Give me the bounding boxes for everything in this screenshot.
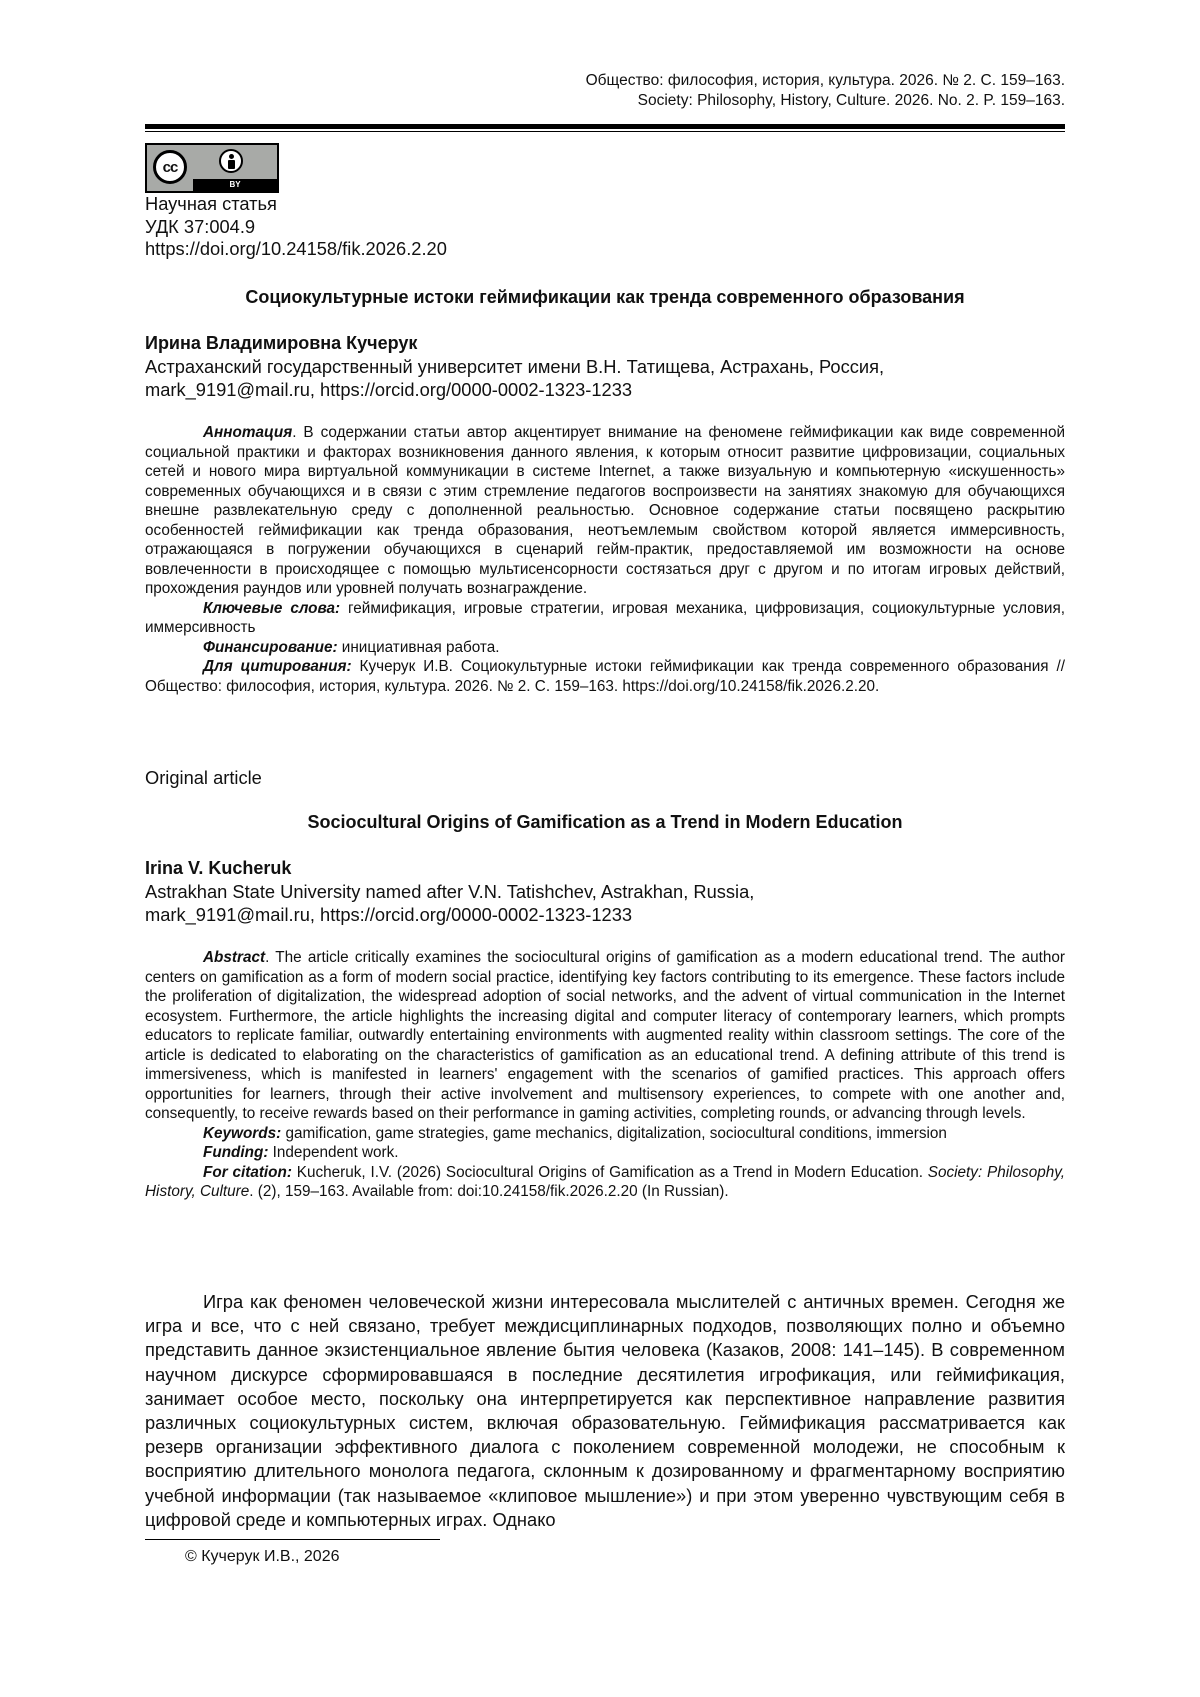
citation-en (145, 1163, 1065, 1202)
journal-header-ru: Общество: философия, история, культура. 2026. № 2. С. 159–163. (585, 72, 1065, 89)
funding-label-ru: Финансирование: (203, 638, 338, 656)
abstract-label-ru: Аннотация (203, 424, 293, 441)
affiliation-ru-block (145, 356, 884, 401)
keywords-ru (145, 599, 1065, 638)
keywords-label-ru: Ключевые слова: (203, 599, 341, 617)
abstract-en (145, 948, 1065, 1124)
doi-link[interactable]: https://doi.org/10.24158/fik.2026.2.20 (145, 238, 447, 259)
funding-ru (145, 638, 1065, 658)
abstract-label-en: Abstract (203, 949, 266, 966)
body-paragraph: Игра как феномен человеческой жизни интересовала мыслителей с античных времен. Сегодня же игра и все, что с ней связано, требует междисциплинарных подходов, позволяющих полно и объемно представить данное экзистенциальное явление бытия человека (Казаков, 2008: 141–145). В современном научном дискурсе сформировавшаяся в последние десятилетия игрофикация, или геймификация, занимает особое место, поскольку она интерпретируется как перспективное направление развития различных социокультурных систем, включая образовательную. Геймификация рассматривается как резерв организации эффективного диалога с поколением современной молодежи, не способным к восприятию длительного монолога педагога, склонным к дозированному и фрагментарному восприятию учебной информации (так называемое «клиповое мышление») и при этом уверенно чувствующим себя в цифровой среде и компьютерных играх. Однако (145, 1291, 1065, 1530)
funding-text-ru: инициативная работа. (337, 638, 500, 656)
keywords-text-ru: геймификация, игровые стратегии, игровая механика, цифровизация, социокультурные условия, иммерсивность (145, 599, 1065, 636)
article-meta-ru (145, 193, 447, 261)
funding-text-en: Independent work. (268, 1144, 399, 1161)
author-en: Irina V. Kucheruk (145, 858, 292, 878)
affiliation-ru: Астраханский государственный университет имени В.Н. Татищева, Астрахань, Россия, (145, 356, 885, 377)
footnote-copyright: © Кучерук И.В., 2026 (185, 1548, 340, 1565)
citation-text-en-a: Kucheruk, I.V. (2026) Sociocultural Origins of Gamification as a Trend in Modern Education. (291, 1163, 928, 1181)
creative-commons-by-icon (145, 143, 279, 193)
abstract-text-ru: . В содержании статьи автор акцентирует внимание на феномене геймификации как виде современной социальной практики и факторах возникновения данного явления, к которым относит развитие цифровизации, социальных сетей и нового мира виртуальной коммуникации в системе Internet, а также визуальную и компьютерную «искушенность» современных обучающихся и в связи с этим стремление педагогов воспроизвести на занятиях знакомую для обучающихся внешне развлекательную среду с дополненной реальностью. Основное содержание статьи посвящено раскрытию особенностей геймификации как тренда образования, неотъемлемым свойством которой является иммерсивность, отражающаяся в погружении обучающихся в сценарий гейм-практик, предоставляемой им возможности на основе вовлеченности в происходящее с помощью мультисенсорности состязаться друг с другом и по итогам игровых действий, прохождения раундов или уровней получать вознаграждение. (145, 424, 1065, 597)
article-type-en: Original article (145, 767, 262, 788)
journal-header-en: Society: Philosophy, History, Culture. 2026. No. 2. P. 159–163. (637, 92, 1065, 109)
footnote-rule (145, 1539, 440, 1540)
article-type-ru: Научная статья (145, 193, 277, 214)
by-label: BY (193, 179, 277, 191)
abstract-ru (145, 423, 1065, 599)
citation-label-ru: Для цитирования: (203, 658, 352, 675)
funding-en (145, 1143, 1065, 1163)
citation-text-en-b: . (2), 159–163. Available from: doi:10.24158/fik.2026.2.20 (In Russian). (249, 1183, 729, 1200)
cc-icon: cc (153, 150, 187, 184)
affiliation-en: Astrakhan State University named after V.N. Tatishchev, Astrakhan, Russia, (145, 881, 755, 902)
citation-ru (145, 657, 1065, 696)
journal-header (586, 71, 1065, 111)
title-en: Sociocultural Origins of Gamification as a Trend in Modern Education (307, 812, 903, 832)
attribution-icon (219, 149, 243, 173)
header-rule (145, 124, 1065, 132)
contacts-ru[interactable]: mark_9191@mail.ru, https://orcid.org/0000-0002-1323-1233 (145, 378, 633, 400)
udc-code: УДК 37:004.9 (145, 215, 256, 237)
author-ru: Ирина Владимировна Кучерук (145, 333, 418, 353)
article-page (145, 0, 1065, 1697)
title-ru: Социокультурные истоки геймификации как тренда современного образования (245, 287, 965, 307)
abstract-text-en: . The article critically examines the sociocultural origins of gamification as a modern educational trend. The author centers on gamification as a form of modern social practice, identifying key factors contributing to its emergence. These factors include the proliferation of digitalization, the widespread adoption of social networks, and the advent of virtual communication in the Internet ecosystem. Furthermore, the article highlights the increasing digital and computer literacy of contemporary learners, which prompts educators to replicate familiar, outwardly entertaining environments with augmented reality within classroom settings. The core of the article is dedicated to elaborating on the characteristics of gamification as an educational trend. A defining attribute of this trend is immersiveness, which is manifested in learners' engagement with the scenarios of gamified practices. This approach offers opportunities for learners, through their active involvement and multisensory experiences, to compete with one another and, consequently, to receive rewards based on their performance in gaming activities, completing rounds, or advancing through levels. (145, 949, 1065, 1122)
keywords-label-en: Keywords: (203, 1124, 282, 1142)
keywords-text-en: gamification, game strategies, game mechanics, digitalization, sociocultural conditions, immersion (281, 1124, 947, 1142)
abstract-en-block (145, 948, 1065, 1202)
keywords-en (145, 1124, 1065, 1144)
contacts-en[interactable]: mark_9191@mail.ru, https://orcid.org/0000-0002-1323-1233 (145, 903, 633, 925)
affiliation-en-block (145, 881, 754, 926)
abstract-ru-block (145, 423, 1065, 696)
citation-journal-en: Society: Philosophy, History, Culture (145, 1163, 1065, 1200)
citation-label-en: For citation: (203, 1163, 292, 1181)
citation-text-ru: Кучерук И.В. Социокультурные истоки геймификации как тренда современного образования // Общество: философия, история, культура. 2026. № 2. С. 159–163. https://doi.org/10.24158/fik.2026.2.20. (145, 658, 1065, 695)
funding-label-en: Funding: (203, 1144, 269, 1161)
